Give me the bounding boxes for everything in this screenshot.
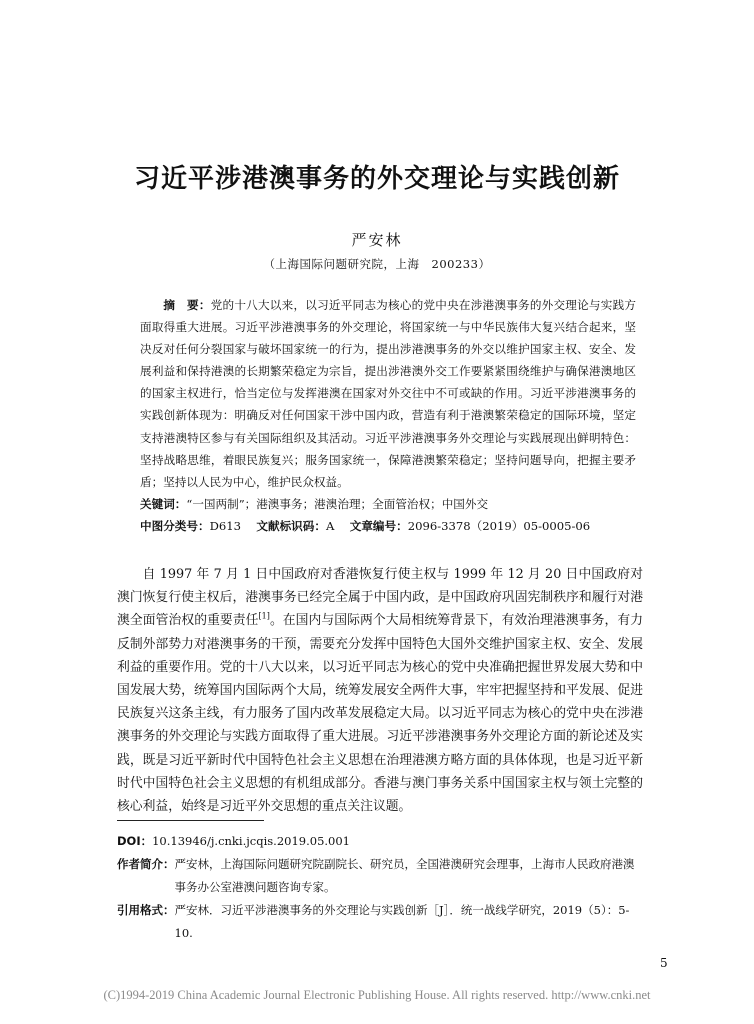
article-number-label: 文章编号： — [349, 518, 408, 533]
abstract-label: 摘 要： — [163, 298, 211, 312]
author-name: 严安林 — [351, 231, 403, 249]
body-text-part1: 自 1997 年 7 月 1 日中国政府对香港恢复行使主权与 1999 年 12 月 20 日中国政府对澳门恢复行使主权后，港澳事务已经完全属于中国内政，是中国政府巩固宪制秩序和履行对港澳全面管治权的重要责任 — [117, 567, 643, 629]
doc-code-value: A — [325, 518, 335, 533]
doi-label: DOI： — [117, 834, 153, 848]
copyright-watermark: (C)1994-2019 China Academic Journal Electronic Publishing House. All rights reserved. http://www.cnki.net — [103, 988, 651, 1002]
doi-value: 10.13946/j.cnki.jcqis.2019.05.001 — [152, 834, 350, 848]
abstract-text: 党的十八大以来，以习近平同志为核心的党中央在涉港澳事务的外交理论与实践方面取得重大进展。习近平涉港澳事务的外交理论，将国家统一与中华民族伟大复兴结合起来，坚决反对任何分裂国家与破坏国家统一的行为，提出涉港澳事务的外交以维护国家主权、安全、发展利益和保持港澳的长期繁荣稳定为宗旨，提出涉港澳外交工作要紧紧围绕维护与确保港澳地区的国家主权进行，恰当定位与发挥港澳在国家对外交往中不可或缺的作用。习近平涉港澳事务的实践创新体现为：明确反对任何国家干涉中国内政，营造有利于港澳繁荣稳定的国际环境，坚定支持港澳特区参与有关国际组织及其活动。习近平涉港澳事务外交理论与实践展现出鲜明特色：坚持战略思维，着眼民族复兴；服务国家统一，保障港澳繁荣稳定；坚持问题导向，把握主要矛盾；坚持以人民为中心，维护民众权益。 — [140, 298, 636, 489]
footnote-divider — [117, 820, 264, 821]
author-bio-value: 严安林，上海国际问题研究院副院长、研究员，全国港澳研究会理事，上海市人民政府港澳事务办公室港澳问题咨询专家。 — [174, 857, 635, 894]
citation-format-label: 引用格式： — [117, 903, 175, 917]
article-number-value: 2096-3378（2019）05-0005-06 — [407, 518, 591, 533]
author-affiliation: （上海国际问题研究院，上海 200233） — [263, 257, 491, 271]
author-bio-row — [117, 853, 643, 899]
footnotes — [117, 830, 643, 945]
page-number: 5 — [660, 956, 668, 970]
keywords-label: 关键词： — [140, 496, 187, 511]
citation-format-value: 严安林．习近平涉港澳事务的外交理论与实践创新［J］．统一战线学研究，2019（5）：5-10. — [174, 903, 630, 940]
keywords-line — [140, 493, 636, 515]
author-bio-label: 作者简介： — [117, 857, 175, 871]
doc-code-label: 文献标识码： — [256, 518, 326, 533]
citation-format-row — [117, 899, 643, 945]
keywords-text: “一国两制”；港澳事务；港澳治理；全面管治权；中国外交 — [186, 496, 489, 511]
classification-line — [140, 515, 636, 537]
paper-title: 习近平涉港澳事务的外交理论与实践创新 — [133, 164, 620, 194]
clc-value: D613 — [209, 518, 242, 533]
doi-row — [117, 830, 643, 853]
body-text-part2: 。在国内与国际两个大局相统筹背景下，有效治理港澳事务，有力反制外部势力对港澳事务的干预，需要充分发挥中国特色大国外交维护国家主权、安全、发展利益的重要作用。党的十八大以来，以习近平同志为核心的党中央准确把握世界发展大势和中国发展大势，统筹国内国际两个大局，统筹发展安全两件大事，牢牢把握坚持和平发展、促进民族复兴这条主线，有力服务了国内改革发展稳定大局。以习近平同志为核心的党中央在涉港澳事务的外交理论与实践方面取得了重大进展。习近平涉港澳事务外交理论方面的新论述及实践，既是习近平新时代中国特色社会主义思想在治理港澳方略方面的具体体现，也是习近平新时代中国特色社会主义思想的有机组成部分。香港与澳门事务关系中国国家主权与领土完整的核心利益，始终是习近平外交思想的重点关注议题。 — [117, 613, 644, 815]
body-paragraph — [117, 563, 643, 818]
citation-marker[interactable]: [1] — [258, 612, 270, 622]
clc-label: 中图分类号： — [140, 518, 210, 533]
abstract-paragraph — [140, 294, 636, 493]
abstract-block — [140, 294, 636, 537]
